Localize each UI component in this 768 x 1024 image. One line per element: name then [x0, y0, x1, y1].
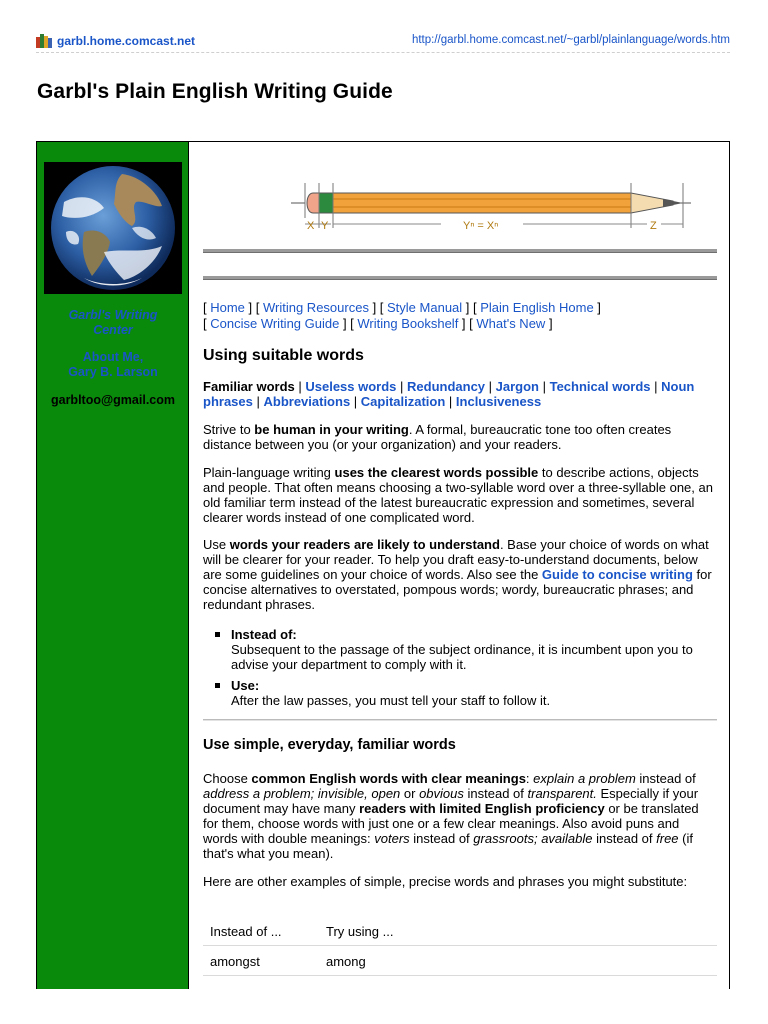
p4-e: instead of: [635, 771, 696, 786]
section-title: Using suitable words: [203, 347, 364, 364]
table-cell-instead: amongst: [210, 954, 260, 969]
p4-d: explain a problem: [533, 771, 636, 786]
writing-center-link-line2[interactable]: Center: [93, 323, 133, 337]
nav-concise-guide-link[interactable]: Concise Writing Guide: [210, 316, 340, 331]
about-me-link-line1[interactable]: About Me,: [82, 350, 144, 364]
toc-technical-link[interactable]: Technical words: [549, 379, 651, 394]
toc-capitalization-link[interactable]: Capitalization: [360, 394, 446, 409]
substitution-table: [203, 916, 717, 976]
table-header-try: Try using ...: [326, 924, 394, 939]
p2-text-c: to describe actions, objects and people. That often means choosing a two-syllable word over a three-syllable one, an old familiar term instead of the latest bureaucratic expression and sometimes, several clearer words instead of one complicated word.: [203, 465, 713, 525]
p1-text-a: Strive to: [203, 422, 255, 437]
table-cell-try: among: [326, 954, 366, 969]
p4-h: obvious: [419, 786, 464, 801]
p4-n: voters: [374, 831, 410, 846]
bullet-square-icon: [215, 632, 220, 637]
p1-text-c: . A formal, bureaucratic tone too often creates distance between you (or your organization) and your readers.: [203, 422, 672, 452]
p4-b: common English words with clear meanings: [251, 771, 526, 786]
nav-divider: [203, 276, 717, 280]
top-divider: [203, 249, 717, 253]
p4-p: grassroots; available: [473, 831, 593, 846]
p2-text-a: Plain-language writing: [203, 465, 335, 480]
pencil-label-y: Y: [321, 220, 329, 232]
toc-familiar-current: Familiar words: [203, 379, 295, 394]
p4-g: or: [400, 786, 420, 801]
toc-useless-link[interactable]: Useless words: [305, 379, 397, 394]
toc-noun-phrases-link[interactable]: Noun phrases: [203, 379, 695, 409]
table-header-instead: Instead of ...: [210, 924, 282, 939]
nav-home-link[interactable]: Home: [210, 300, 245, 315]
nav-links: [ Home ] [ Writing Resources ] [ Style Manual ] [ Plain English Home ] [ Concise Writing Guide ] [ Writing Bookshelf ] [ What's New ]: [203, 300, 601, 331]
paragraph-human: [203, 422, 717, 452]
page-frame: [36, 141, 730, 989]
topic-links: Familiar words | Useless words | Redundancy | Jargon | Technical words | Noun phrases | Abbreviations | Capitalization | Inclusiveness: [203, 379, 695, 409]
p4-j: transparent.: [527, 786, 597, 801]
toc-inclusiveness-link[interactable]: Inclusiveness: [455, 394, 542, 409]
p4-k: Especially if your document may have many: [203, 786, 699, 816]
pencil-label-x: X: [307, 220, 315, 232]
paragraph-examples-intro: Here are other examples of simple, precise words and phrases you might substitute:: [203, 874, 688, 889]
subsection-title: Use simple, everyday, familiar words: [203, 737, 456, 753]
sidebar: [37, 142, 189, 989]
p3-text-a: Use: [203, 537, 230, 552]
paragraph-common-words: [203, 771, 717, 861]
p3-text-c: . Base your choice of words on what will be clearer for your reader. To help you draft easy-to-understand documents, below are some guidelines on your choice of words. Also see the: [203, 537, 709, 582]
bullet-label: Instead of:: [231, 627, 297, 642]
pencil-label-z: Z: [650, 220, 657, 232]
p2-emphasis: uses the clearest words possible: [334, 465, 539, 480]
page-url-link[interactable]: http://garbl.home.comcast.net/~garbl/plainlanguage/words.htm: [411, 34, 730, 46]
bullet-text: Subsequent to the passage of the subject ordinance, it is incumbent upon you to advise your department to comply with it.: [231, 642, 693, 672]
toc-redundancy-link[interactable]: Redundancy: [407, 379, 486, 394]
table-row: [203, 946, 717, 976]
p3-text-d: for concise alternatives to overstated, pompous words; wordy, bureaucratic phrases; and redundant phrases.: [203, 567, 712, 612]
p4-o: instead of: [409, 831, 474, 846]
p4-i: instead of: [463, 786, 528, 801]
pencil-label-formula: Yⁿ = Xⁿ: [463, 220, 499, 232]
email-address: garbltoo@gmail.com: [50, 393, 175, 407]
nav-whats-new-link[interactable]: What's New: [476, 316, 546, 331]
nav-bookshelf-link[interactable]: Writing Bookshelf: [357, 316, 459, 331]
page-title: Garbl's Plain English Writing Guide: [37, 80, 393, 103]
site-logo-icon: [36, 34, 52, 48]
p1-emphasis: be human in your writing: [254, 422, 409, 437]
p4-s: (if that's what you mean).: [203, 831, 693, 861]
section-divider: [203, 719, 717, 721]
bullet-square-icon: [215, 683, 220, 688]
site-name-link[interactable]: garbl.home.comcast.net: [57, 34, 196, 48]
p4-l: readers with limited English proficiency: [359, 801, 605, 816]
p4-a: Choose: [203, 771, 252, 786]
toc-abbreviations-link[interactable]: Abbreviations: [263, 394, 351, 409]
p4-q: instead of: [592, 831, 657, 846]
concise-guide-link[interactable]: Guide to concise writing: [541, 567, 693, 582]
table-header-row: [203, 916, 717, 946]
p4-c: :: [525, 771, 534, 786]
p3-emphasis: words your readers are likely to understand: [229, 537, 500, 552]
p4-m: or be translated for them, choose words with just one or a few clear meanings. Also avoid puns and words with double meanings:: [203, 801, 699, 846]
p4-r: free: [656, 831, 679, 846]
print-header: [36, 30, 730, 53]
bullet-label: Use:: [231, 678, 260, 693]
p4-f: address a problem; invisible, open: [203, 786, 401, 801]
nav-plain-english-home-link[interactable]: Plain English Home: [480, 300, 594, 315]
about-me-link-line2[interactable]: Gary B. Larson: [68, 365, 158, 379]
main-content: [203, 142, 717, 989]
pencil-illustration: [291, 180, 691, 236]
toc-jargon-link[interactable]: Jargon: [495, 379, 539, 394]
earth-image: [44, 162, 182, 294]
paragraph-understand: [203, 537, 717, 612]
paragraph-clearest-words: [203, 465, 717, 525]
nav-writing-resources-link[interactable]: Writing Resources: [262, 300, 369, 315]
bullet-text: After the law passes, you must tell your staff to follow it.: [231, 693, 551, 708]
nav-style-manual-link[interactable]: Style Manual: [387, 300, 463, 315]
writing-center-link-line1[interactable]: Garbl's Writing: [68, 308, 158, 322]
